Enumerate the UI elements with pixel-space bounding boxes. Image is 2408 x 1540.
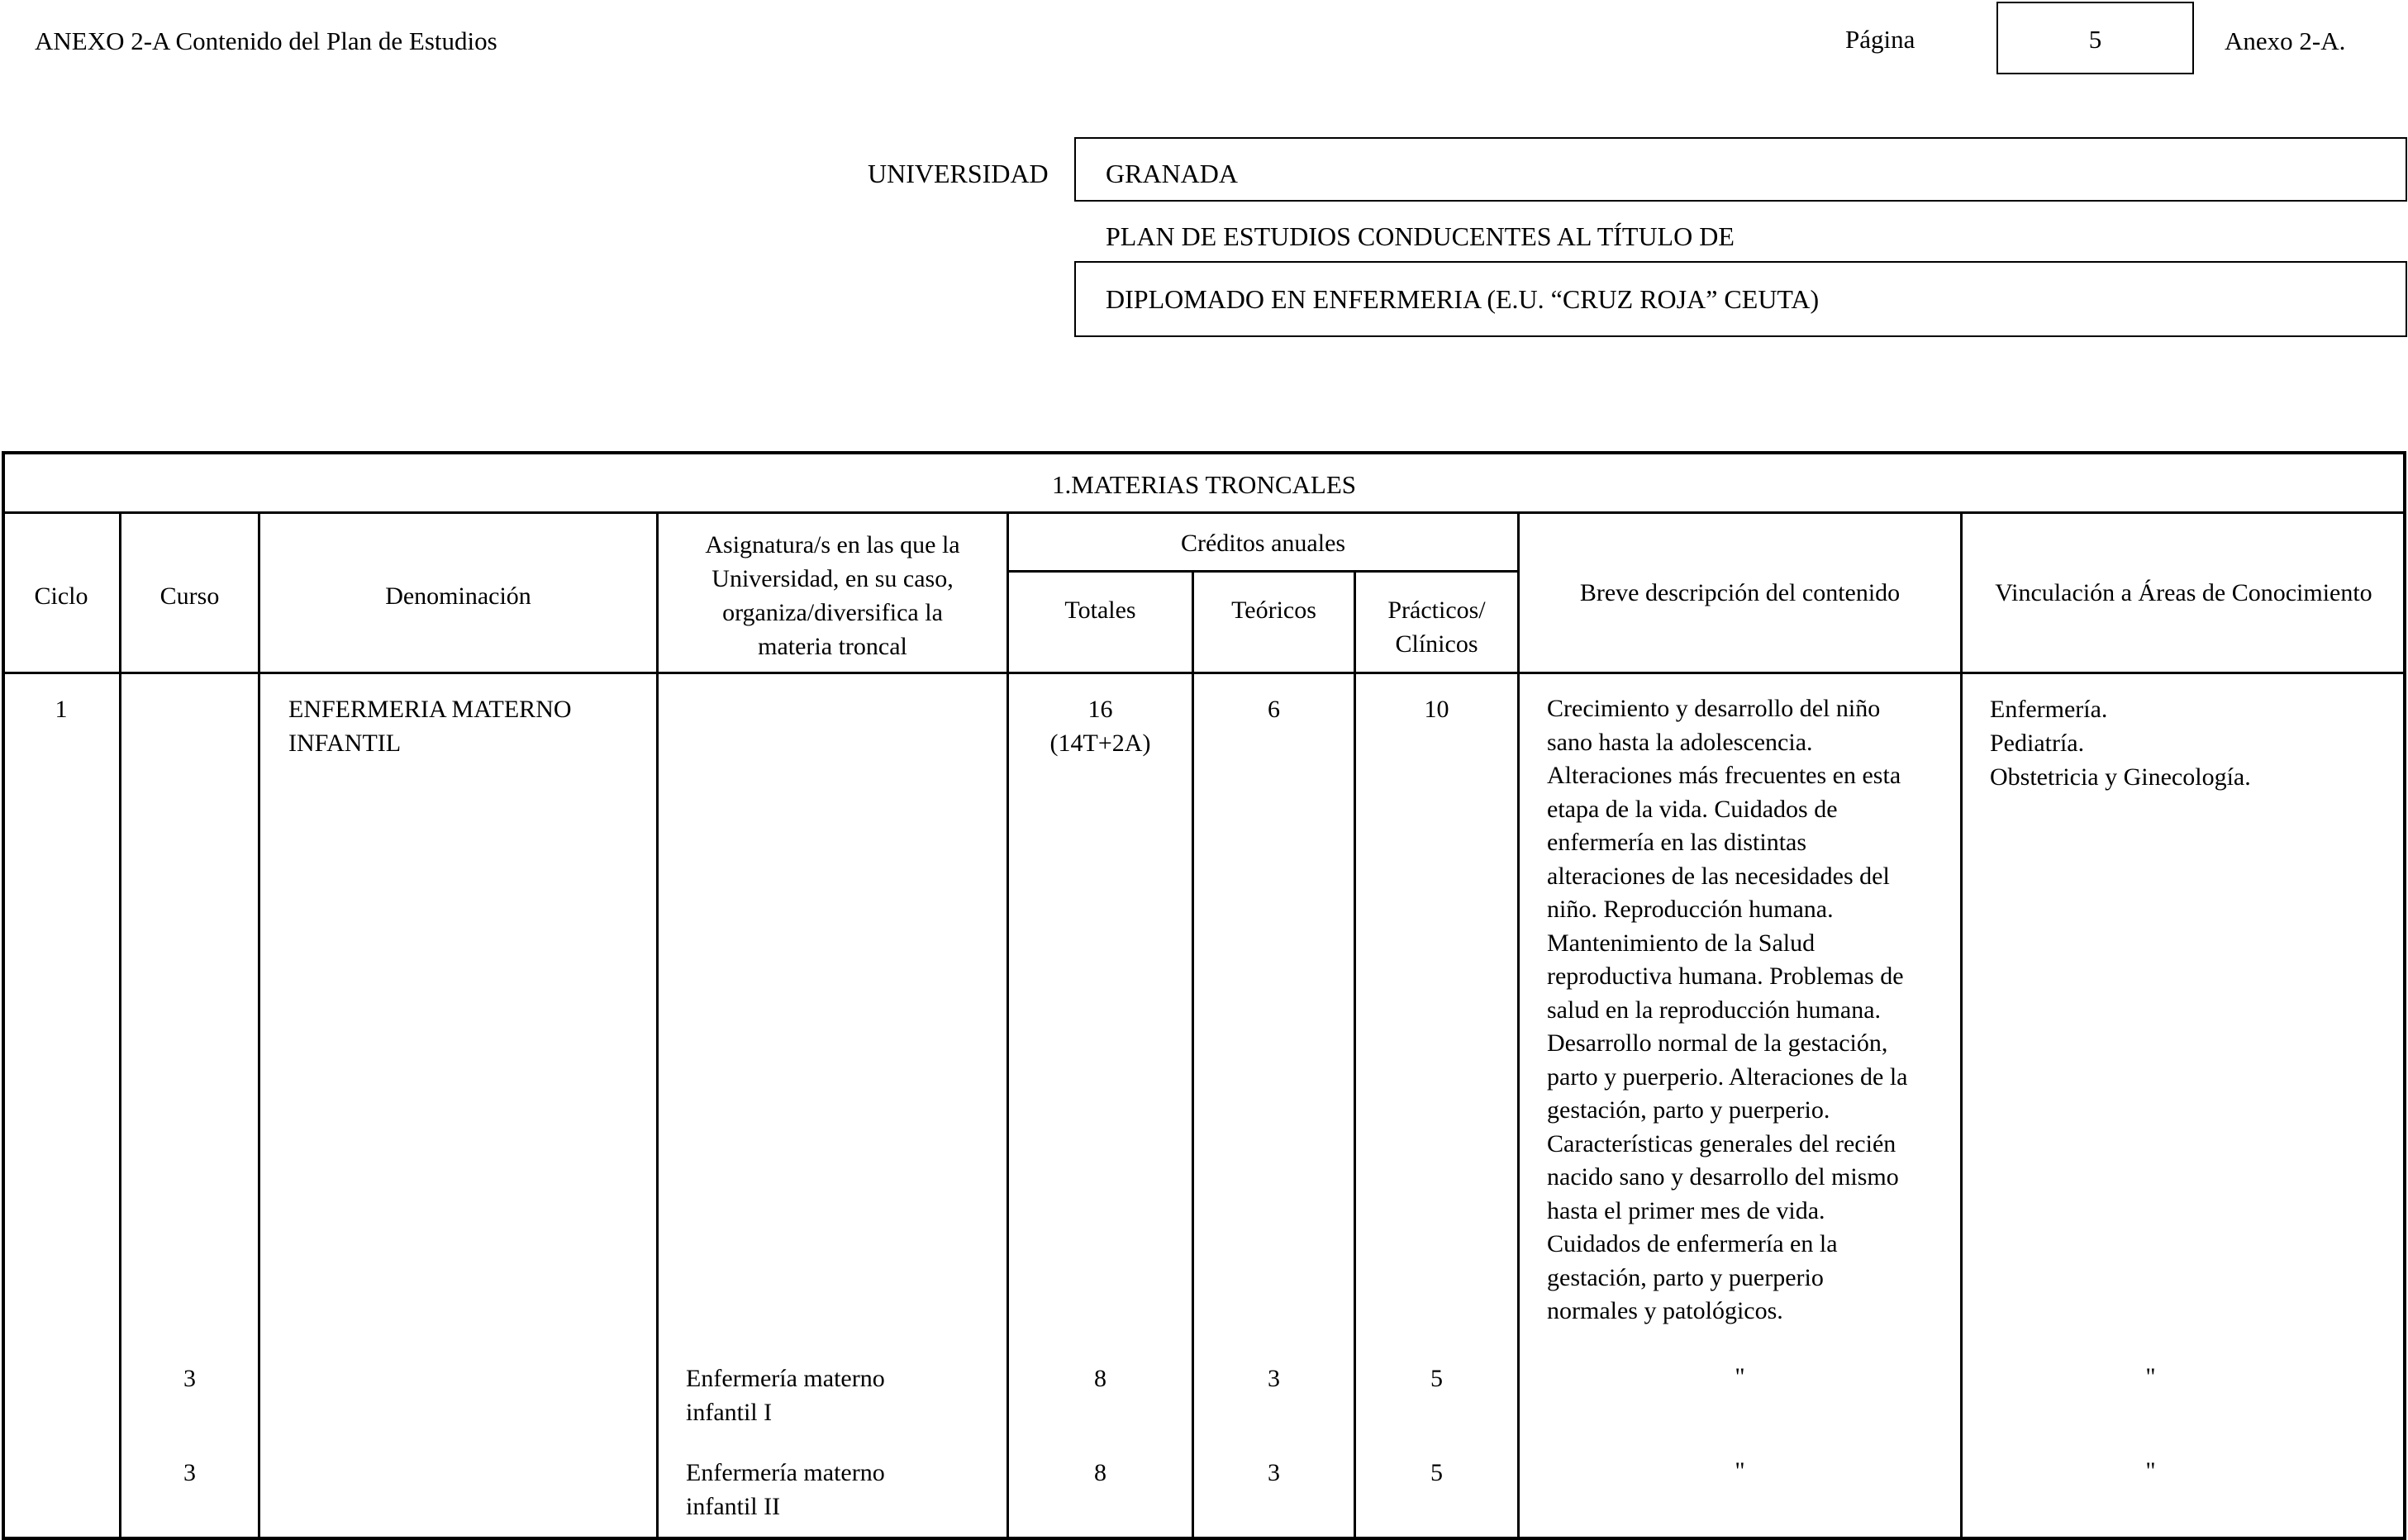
- descripcion-line: parto y puerperio. Alteraciones de la: [1547, 1062, 1908, 1091]
- header-asignatura-line: Universidad, en su caso,: [711, 565, 954, 592]
- row-vinculacion: [1990, 692, 2251, 794]
- descripcion-line: etapa de la vida. Cuidados de: [1547, 795, 1838, 823]
- descripcion-line: nacido sano y desarrollo del mismo: [1547, 1163, 1899, 1191]
- header-divider: [3, 672, 2405, 674]
- col-divider: [656, 511, 659, 1538]
- subrow-vinculacion: ": [2145, 1457, 2156, 1485]
- creditos-divider: [1007, 570, 1517, 573]
- descripcion-line: gestación, parto y puerperio.: [1547, 1096, 1830, 1124]
- subrow-descripcion: ": [1735, 1457, 1745, 1485]
- descripcion-line: enfermería en las distintas: [1547, 829, 1807, 856]
- row-practicos: 10: [1424, 696, 1449, 723]
- descripcion-line: Crecimiento y desarrollo del niño: [1547, 695, 1881, 722]
- descripcion-line: gestación, parto y puerperio: [1547, 1263, 1824, 1291]
- header-asignatura-line: Asignatura/s en las que la: [705, 531, 960, 558]
- asignatura-line: infantil II: [686, 1493, 781, 1520]
- plan-label: PLAN DE ESTUDIOS CONDUCENTES AL TÍTULO DE: [1106, 221, 1735, 251]
- subrow-curso: 3: [183, 1365, 196, 1392]
- vinculacion-line: Obstetricia y Ginecología.: [1990, 763, 2251, 791]
- row-descripcion: [1547, 692, 1956, 1328]
- page-label: Página: [1845, 25, 1915, 54]
- header-creditos: Créditos anuales: [1180, 530, 1346, 557]
- descripcion-line: hasta el primer mes de vida.: [1547, 1196, 1825, 1224]
- asignatura-line: Enfermería materno: [686, 1459, 885, 1486]
- header-asignatura-line: materia troncal: [758, 633, 907, 660]
- descripcion-line: Cuidados de enfermería en la: [1547, 1230, 1838, 1257]
- header-practicos: [1356, 593, 1517, 661]
- descripcion-line: alteraciones de las necesidades del: [1547, 862, 1890, 890]
- asignatura-line: infantil I: [686, 1399, 773, 1426]
- university-label: UNIVERSIDAD: [868, 159, 1049, 188]
- row-denominacion: [288, 692, 572, 760]
- table-title-divider: [3, 511, 2405, 514]
- descripcion-line: salud en la reproducción humana.: [1547, 996, 1882, 1024]
- descripcion-line: Mantenimiento de la Salud: [1547, 929, 1816, 957]
- subrow-asignatura: [686, 1456, 885, 1523]
- vinculacion-line: Pediatría.: [1990, 730, 2085, 757]
- subrow-teoricos: 3: [1268, 1365, 1280, 1392]
- row-teoricos: 6: [1268, 696, 1280, 723]
- header-totales: Totales: [1064, 597, 1136, 624]
- annex-title: ANEXO 2-A Contenido del Plan de Estudios: [35, 26, 497, 55]
- totales-line: 16: [1087, 696, 1113, 723]
- descripcion-line: Alteraciones más frecuentes en esta: [1547, 762, 1901, 789]
- header-practicos-line: Prácticos/: [1387, 597, 1486, 624]
- subrow-totales: 8: [1094, 1365, 1106, 1392]
- page-number: 5: [2088, 25, 2102, 54]
- descripcion-line: Características generales del recién: [1547, 1129, 1896, 1157]
- descripcion-line: niño. Reproducción humana.: [1547, 896, 1834, 923]
- degree-title: DIPLOMADO EN ENFERMERIA (E.U. “CRUZ ROJA” CEUTA): [1106, 284, 1820, 314]
- university-name: GRANADA: [1106, 159, 1238, 188]
- table-title: 1.MATERIAS TRONCALES: [1051, 470, 1357, 499]
- row-totales: [1009, 692, 1192, 760]
- university-box: [1074, 137, 2407, 202]
- subrow-totales: 8: [1094, 1459, 1106, 1486]
- subrow-curso: 3: [183, 1459, 196, 1486]
- descripcion-line: normales y patológicos.: [1547, 1297, 1783, 1324]
- header-descripcion: Breve descripción del contenido: [1579, 579, 1901, 606]
- descripcion-line: reproductiva humana. Problemas de: [1547, 962, 1904, 990]
- header-teoricos: Teóricos: [1231, 597, 1316, 624]
- subrow-descripcion: ": [1735, 1363, 1745, 1390]
- subrow-practicos: 5: [1430, 1365, 1443, 1392]
- subrow-asignatura: [686, 1362, 885, 1429]
- header-denominacion: Denominación: [385, 582, 531, 610]
- denominacion-line: ENFERMERIA MATERNO: [288, 696, 572, 723]
- header-curso: Curso: [159, 582, 220, 610]
- row-ciclo: 1: [55, 696, 68, 723]
- descripcion-line: Desarrollo normal de la gestación,: [1547, 1029, 1888, 1057]
- header-asignatura: [659, 528, 1007, 663]
- col-divider: [258, 511, 260, 1538]
- header-practicos-line: Clínicos: [1395, 630, 1478, 658]
- subrow-practicos: 5: [1430, 1459, 1443, 1486]
- header-ciclo: Ciclo: [34, 582, 88, 610]
- vinculacion-line: Enfermería.: [1990, 696, 2108, 723]
- annex-reference: Anexo 2-A.: [2225, 26, 2346, 55]
- descripcion-line: sano hasta la adolescencia.: [1547, 728, 1813, 756]
- asignatura-line: Enfermería materno: [686, 1365, 885, 1392]
- denominacion-line: INFANTIL: [288, 730, 402, 757]
- subrow-teoricos: 3: [1268, 1459, 1280, 1486]
- subrow-vinculacion: ": [2145, 1363, 2156, 1390]
- header-asignatura-line: organiza/diversifica la: [722, 599, 943, 626]
- header-vinculacion: Vinculación a Áreas de Conocimiento: [1995, 579, 2372, 606]
- totales-line: (14T+2A): [1049, 730, 1151, 757]
